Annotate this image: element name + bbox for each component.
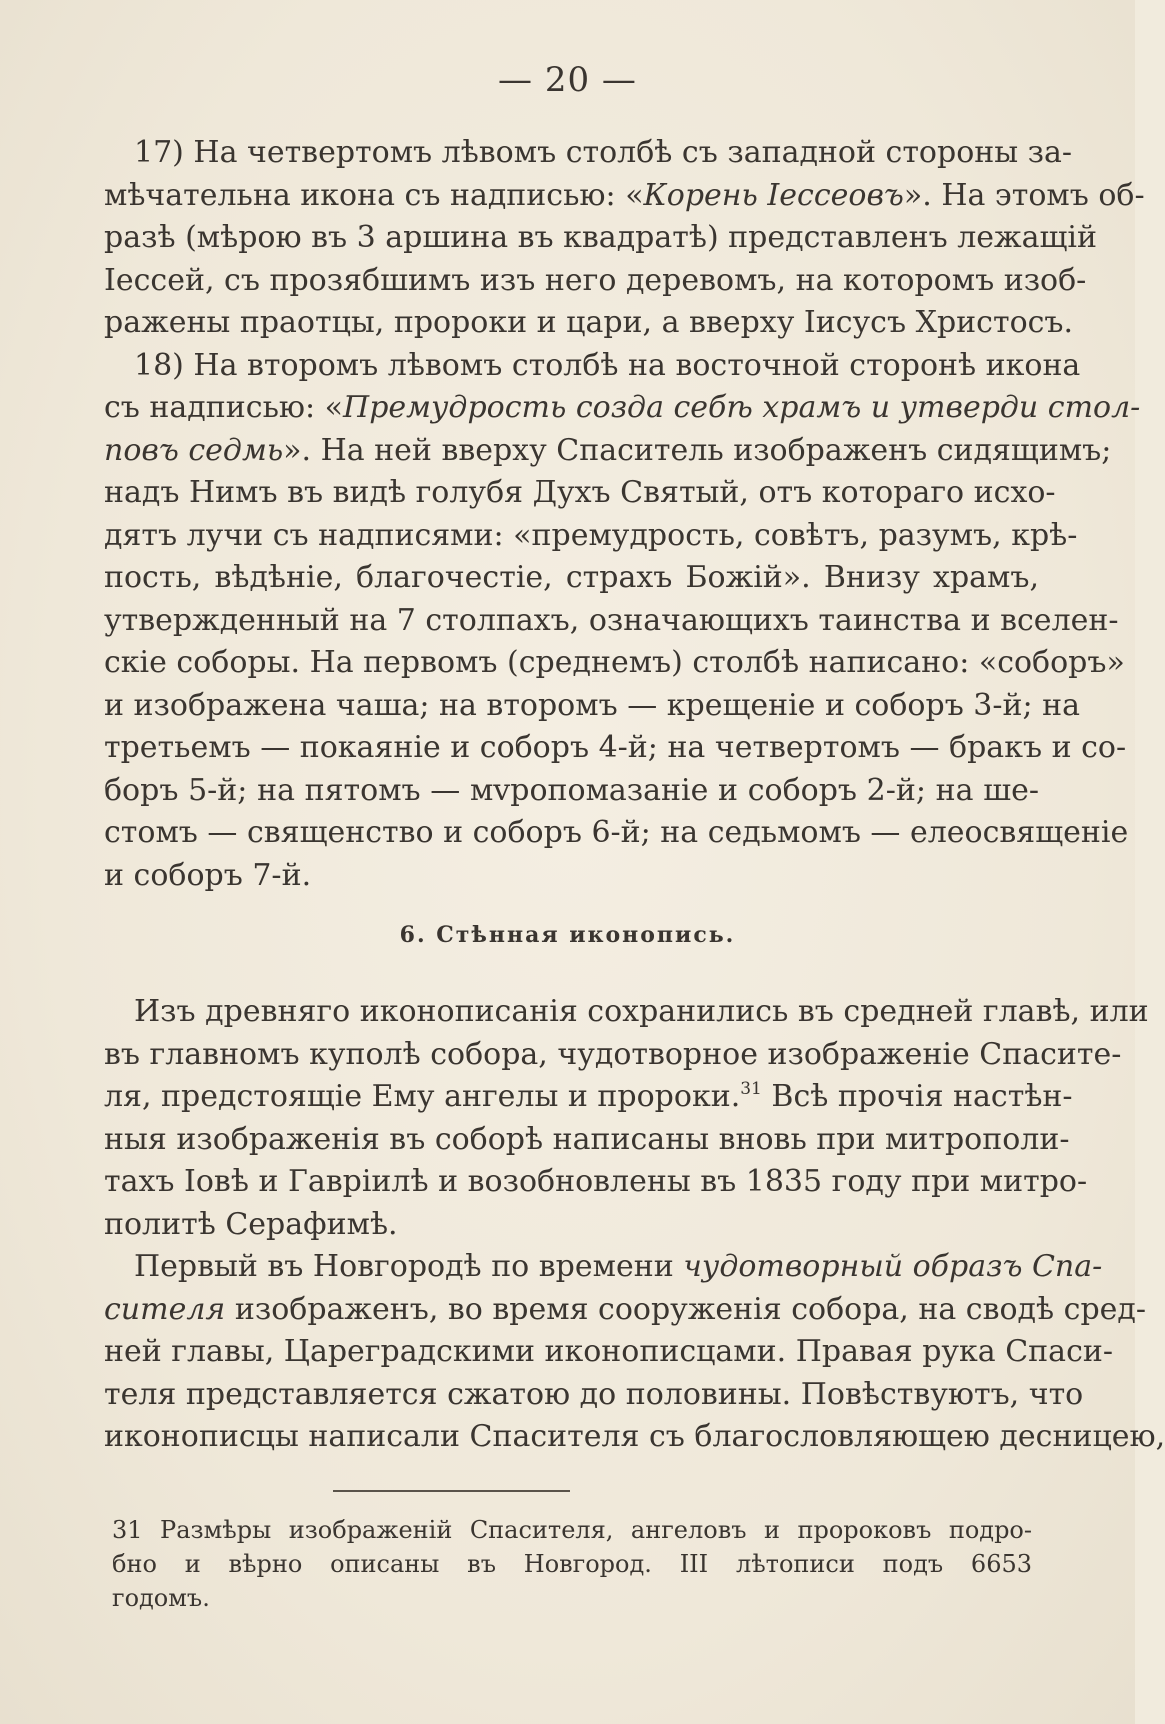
text-span: Первый въ Новгородѣ по времени xyxy=(134,1249,684,1284)
text-line: разѣ (мѣрою въ 3 аршина въ квадратѣ) представленъ лежащiй xyxy=(104,220,1097,255)
text-line: третьемъ — покаянiе и соборъ 4-й; на четвертомъ — бракъ и со- xyxy=(104,730,1127,765)
text-line: утвержденный на 7 столпахъ, означающихъ таинства и вселен- xyxy=(104,602,1119,638)
text-line: и изображена чаша; на второмъ — крещенiе и соборъ 3-й; на xyxy=(104,687,1081,723)
icon-title-italic: Корень Iессеовъ xyxy=(643,177,904,213)
text-line: тахъ Iовѣ и Гаврiилѣ и возобновлены въ 1835 году при митро- xyxy=(104,1164,1088,1199)
text-span: Всѣ прочiя настѣн- xyxy=(761,1079,1073,1114)
text-line xyxy=(104,1246,1103,1289)
text-line: въ главномъ куполѣ собора, чудотворное изображенiе Спасите- xyxy=(104,1036,1122,1072)
text-line: дятъ лучи съ надписями: «премудрость, совѣтъ, разумъ, крѣ- xyxy=(104,517,1078,553)
text-span: ». На этомъ об- xyxy=(903,177,1145,213)
footnote-line: годомъ. xyxy=(112,1584,210,1612)
section-heading: 6. Стѣнная иконопись. xyxy=(399,922,736,948)
footnote-divider xyxy=(333,1490,570,1493)
italic-phrase: сителя xyxy=(104,1291,226,1327)
text-line xyxy=(104,1289,1147,1332)
text-span: съ надписью: « xyxy=(104,390,344,425)
page-number: — 20 — xyxy=(498,60,637,100)
text-line: Iессей, съ прозябшимъ изъ него деревомъ, на которомъ изоб- xyxy=(104,262,1087,298)
text-line: надъ Нимъ въ видѣ голубя Духъ Святый, отъ котораго исхо- xyxy=(104,475,1056,510)
footnote-line: бно и вѣрно описаны въ Новгород. III лѣтописи подъ 6653 xyxy=(112,1550,1032,1578)
paragraph-17 xyxy=(104,132,1145,345)
text-line: ныя изображенiя въ соборѣ написаны вновь при митрополи- xyxy=(104,1121,1070,1157)
footnote xyxy=(112,1513,1032,1615)
text-span: изображенъ, во время сооруженiя собора, на сводѣ сред- xyxy=(225,1291,1147,1327)
text-line xyxy=(104,175,1145,218)
text-line: 17) На четвертомъ лѣвомъ столбѣ съ западной стороны за- xyxy=(134,135,1073,170)
body-text-top xyxy=(104,132,1145,897)
text-line xyxy=(104,430,1112,473)
footnote-ref: 31 xyxy=(740,1079,762,1099)
text-line: иконописцы написали Спасителя съ благословляющею десницею, xyxy=(104,1419,1165,1454)
text-span: ». На ней вверху Спаситель изображенъ сидящимъ; xyxy=(283,432,1112,468)
text-line: и соборъ 7-й. xyxy=(104,857,312,893)
text-line: боръ 5-й; на пятомъ — мvропомазанiе и соборъ 2-й; на ше- xyxy=(104,772,1039,808)
text-line: 18) На второмъ лѣвомъ столбѣ на восточной сторонѣ икона xyxy=(134,347,1081,383)
icon-inscription-italic: повъ седмь xyxy=(104,432,284,468)
text-line: теля представляется сжатою до половины. Повѣствуютъ, что xyxy=(104,1376,1084,1412)
paragraph-miraculous-image xyxy=(104,1246,1165,1459)
icon-inscription-italic: Премудрость созда себѣ храмъ и утверди стол- xyxy=(343,390,1141,425)
body-text-bottom xyxy=(104,991,1165,1459)
text-line: скiе соборы. На первомъ (среднемъ) столбѣ написано: «соборъ» xyxy=(104,645,1125,680)
text-line: политѣ Серафимѣ. xyxy=(104,1206,398,1242)
text-line: пость, вѣдѣнiе, благочестiе, страхъ Божiй». Внизу храмъ, xyxy=(104,560,1039,595)
text-line xyxy=(104,387,1141,430)
text-line: ней главы, Цареградскими иконописцами. Правая рука Спаси- xyxy=(104,1334,1113,1369)
paragraph-wall-painting xyxy=(104,991,1149,1246)
text-line: стомъ — священство и соборъ 6-й; на седьмомъ — елеосвященiе xyxy=(104,815,1129,850)
text-line: ражены праотцы, пророки и цари, а вверху Iисусъ Христосъ. xyxy=(104,305,1074,340)
text-line xyxy=(104,1076,1073,1119)
text-span: ля, предстоящiе Ему ангелы и пророки. xyxy=(104,1079,741,1114)
text-span: мѣчательна икона съ надписью: « xyxy=(104,177,644,213)
paragraph-18 xyxy=(104,345,1141,898)
italic-phrase: чудотворный образъ Спа- xyxy=(683,1249,1103,1284)
footnote-line: 31 Размѣры изображенiй Спасителя, ангеловъ и пророковъ подро- xyxy=(112,1516,1032,1544)
text-line: Изъ древняго иконописанiя сохранились въ средней главѣ, или xyxy=(134,994,1149,1029)
